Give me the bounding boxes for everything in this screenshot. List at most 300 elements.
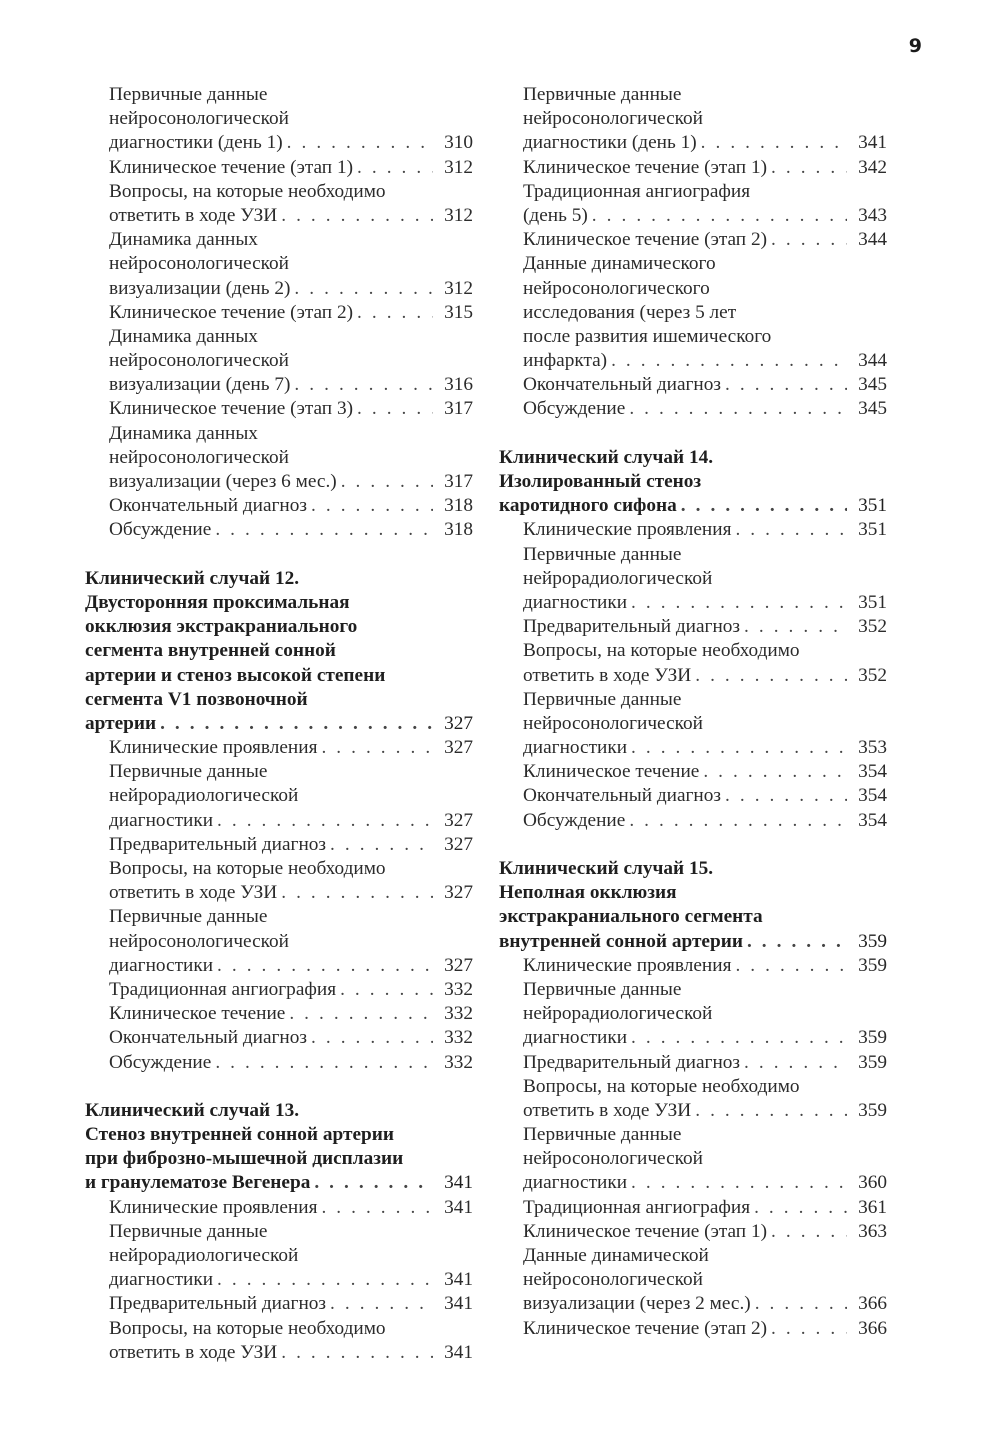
dot-leader bbox=[311, 494, 433, 518]
toc-page-number: 332 bbox=[444, 1003, 473, 1025]
toc-entry bbox=[499, 1123, 887, 1147]
toc-page-number: 332 bbox=[444, 1051, 473, 1073]
toc-page-number: 352 bbox=[858, 616, 887, 638]
toc-entry[interactable] bbox=[499, 397, 887, 421]
toc-entry[interactable] bbox=[499, 615, 887, 639]
toc-entry-title: диагностики bbox=[523, 1027, 628, 1049]
toc-entry bbox=[499, 252, 887, 276]
toc-page-number: 352 bbox=[858, 664, 887, 686]
toc-entry bbox=[499, 567, 887, 591]
dot-leader bbox=[771, 1220, 847, 1244]
dot-leader bbox=[321, 1196, 433, 1220]
toc-entry-title: Вопросы, на которые необходимо bbox=[523, 640, 800, 662]
dot-leader bbox=[744, 615, 847, 639]
toc-page-number: 354 bbox=[858, 785, 887, 807]
toc-entry bbox=[499, 978, 887, 1002]
toc-entry[interactable] bbox=[499, 809, 887, 833]
dot-leader bbox=[629, 397, 847, 421]
dot-leader bbox=[287, 131, 433, 155]
toc-entry-title: экстракраниального сегмента bbox=[499, 906, 763, 928]
toc-entry-title: нейросонологической bbox=[523, 1148, 703, 1170]
toc-entry-title: визуализации (день 7) bbox=[109, 374, 291, 396]
toc-entry bbox=[499, 1002, 887, 1026]
toc-entry[interactable] bbox=[499, 373, 887, 397]
dot-leader bbox=[744, 1051, 847, 1075]
toc-page-number: 359 bbox=[858, 1027, 887, 1049]
toc-heading-line bbox=[85, 615, 473, 639]
toc-page-number: 332 bbox=[444, 978, 473, 1000]
toc-entry bbox=[499, 1147, 887, 1171]
toc-entry-title: Первичные данные bbox=[109, 906, 268, 928]
toc-entry-title: Клинический случай 15. bbox=[499, 858, 714, 879]
toc-entry-title: Окончательный диагноз bbox=[523, 374, 722, 396]
toc-entry bbox=[85, 180, 473, 204]
toc-entry[interactable] bbox=[85, 397, 473, 421]
toc-entry bbox=[85, 857, 473, 881]
toc-entry[interactable] bbox=[85, 881, 473, 905]
toc-page-number: 341 bbox=[444, 1293, 473, 1315]
toc-entry-title: ответить в ходе УЗИ bbox=[109, 204, 278, 226]
toc-entry[interactable] bbox=[499, 1026, 887, 1050]
toc-entry-title: нейросонологического bbox=[523, 277, 710, 299]
toc-entry-title: Клинические проявления bbox=[523, 519, 732, 541]
toc-page-number: 315 bbox=[444, 301, 473, 323]
toc-entry-title: Динамика данных bbox=[109, 229, 258, 251]
toc-page-number: 312 bbox=[444, 204, 473, 226]
toc-entry-title: Окончательный диагноз bbox=[109, 495, 308, 517]
toc-page-number: 361 bbox=[858, 1196, 887, 1218]
toc-entry-title: Клиническое течение (этап 1) bbox=[523, 156, 768, 178]
toc-entry bbox=[499, 107, 887, 131]
toc-entry-title: Первичные данные bbox=[109, 1220, 268, 1242]
dot-leader bbox=[754, 1196, 847, 1220]
toc-entry-title: визуализации (через 2 мес.) bbox=[523, 1293, 751, 1315]
toc-entry[interactable] bbox=[85, 1196, 473, 1220]
dot-leader bbox=[340, 978, 433, 1002]
toc-entry-title: Традиционная ангиография bbox=[523, 180, 751, 202]
toc-entry-title: Окончательный диагноз bbox=[523, 785, 722, 807]
toc-entry-title: ответить в ходе УЗИ bbox=[523, 1099, 692, 1121]
dot-leader bbox=[755, 1292, 847, 1316]
toc-column-left bbox=[85, 83, 473, 1365]
dot-leader bbox=[357, 397, 433, 421]
toc-entry[interactable] bbox=[499, 954, 887, 978]
dot-leader bbox=[771, 228, 847, 252]
toc-entry bbox=[499, 1244, 887, 1268]
toc-entry-title: визуализации (через 6 мес.) bbox=[109, 471, 337, 492]
toc-entry-title: диагностики (день 1) bbox=[523, 132, 697, 154]
dot-leader bbox=[735, 518, 847, 542]
toc-page-number: 345 bbox=[858, 374, 887, 396]
dot-leader bbox=[631, 1171, 847, 1195]
toc-entry[interactable] bbox=[499, 1196, 887, 1220]
toc-page-number: 342 bbox=[858, 156, 887, 178]
toc-entry-title: нейросонологической bbox=[523, 108, 703, 130]
toc-heading-line bbox=[85, 639, 473, 663]
toc-entry[interactable] bbox=[85, 1026, 473, 1050]
toc-entry-title: Клиническое течение (этап 2) bbox=[523, 229, 768, 251]
dot-leader bbox=[747, 930, 847, 954]
dot-leader bbox=[217, 1268, 433, 1292]
toc-entry[interactable] bbox=[85, 131, 473, 155]
toc-entry[interactable] bbox=[85, 809, 473, 833]
toc-entry-title: Клинический случай 14. bbox=[499, 446, 714, 468]
toc-entry[interactable] bbox=[499, 1051, 887, 1075]
toc-heading-line bbox=[85, 1123, 473, 1147]
dot-leader bbox=[695, 1099, 847, 1123]
toc-heading-line[interactable] bbox=[499, 494, 887, 518]
toc-entry-title: окклюзия экстракраниального bbox=[85, 616, 358, 638]
toc-entry[interactable] bbox=[499, 1317, 887, 1341]
toc-page-number: 341 bbox=[444, 1172, 473, 1194]
toc-entry-title: ответить в ходе УЗИ bbox=[523, 664, 692, 686]
toc-page-number: 318 bbox=[444, 519, 473, 541]
dot-leader bbox=[592, 204, 847, 228]
dot-leader bbox=[771, 1317, 847, 1341]
toc-entry-title: визуализации (день 2) bbox=[109, 277, 291, 299]
toc-entry[interactable] bbox=[499, 1292, 887, 1316]
toc-heading-line bbox=[85, 664, 473, 688]
dot-leader bbox=[294, 277, 433, 301]
toc-entry-title: Стеноз внутренней сонной артерии bbox=[85, 1124, 394, 1146]
toc-entry[interactable] bbox=[499, 131, 887, 155]
toc-entry[interactable] bbox=[499, 591, 887, 615]
toc-page-number: 351 bbox=[858, 591, 887, 613]
toc-page-number: 341 bbox=[858, 132, 887, 154]
toc-entry-title: нейрорадиологической bbox=[523, 1003, 713, 1025]
toc-entry bbox=[85, 349, 473, 373]
toc-entry bbox=[85, 1244, 473, 1268]
toc-entry-title: Первичные данные bbox=[109, 761, 268, 783]
toc-entry-title: Обсуждение bbox=[109, 519, 212, 541]
toc-page-number: 344 bbox=[858, 229, 887, 251]
toc-entry[interactable] bbox=[85, 1002, 473, 1026]
toc-heading-line bbox=[499, 881, 887, 905]
toc-entry bbox=[499, 83, 887, 107]
toc-entry-title: Традиционная ангиография bbox=[109, 978, 337, 1000]
toc-entry bbox=[85, 325, 473, 349]
toc-entry-title: сегмента V1 позвоночной bbox=[85, 688, 308, 710]
toc-entry[interactable] bbox=[85, 518, 473, 542]
toc-entry-title: Двусторонняя проксимальная bbox=[85, 591, 350, 613]
toc-entry-title: Первичные данные bbox=[523, 978, 682, 1000]
toc-entry bbox=[85, 83, 473, 107]
toc-entry bbox=[499, 543, 887, 567]
toc-entry[interactable] bbox=[499, 784, 887, 808]
toc-heading-line bbox=[499, 857, 887, 881]
toc-entry[interactable] bbox=[85, 954, 473, 978]
dot-leader bbox=[631, 736, 847, 760]
toc-heading-line bbox=[85, 1099, 473, 1123]
dot-leader bbox=[701, 131, 847, 155]
toc-entry[interactable] bbox=[499, 156, 887, 180]
dot-leader bbox=[160, 712, 433, 736]
toc-entry-title: исследования (через 5 лет bbox=[523, 301, 737, 323]
toc-entry bbox=[499, 688, 887, 712]
toc-entry[interactable] bbox=[499, 736, 887, 760]
toc-page-number: 351 bbox=[858, 495, 887, 517]
toc-entry-title: Данные динамического bbox=[523, 253, 716, 275]
toc-entry bbox=[499, 639, 887, 663]
toc-entry[interactable] bbox=[85, 1268, 473, 1292]
toc-page-number: 359 bbox=[858, 1099, 887, 1121]
toc-page-number: 345 bbox=[858, 398, 887, 420]
toc-entry-title: Первичные данные bbox=[109, 84, 268, 105]
toc-page-number: 317 bbox=[444, 398, 473, 420]
toc-entry bbox=[85, 905, 473, 929]
toc-entry-title: нейрорадиологической bbox=[523, 567, 713, 589]
toc-entry-title: Вопросы, на которые необходимо bbox=[109, 180, 386, 202]
toc-entry-title: ответить в ходе УЗИ bbox=[109, 882, 278, 904]
toc-entry-title: Клинический случай 12. bbox=[85, 567, 300, 589]
toc-entry bbox=[499, 301, 887, 325]
toc-entry bbox=[499, 1075, 887, 1099]
toc-entry-title: Окончательный диагноз bbox=[109, 1027, 308, 1049]
toc-entry[interactable] bbox=[499, 1220, 887, 1244]
toc-page-number: 341 bbox=[444, 1269, 473, 1291]
toc-entry bbox=[85, 228, 473, 252]
dot-leader bbox=[330, 833, 433, 857]
toc-entry-title: Первичные данные bbox=[523, 688, 682, 710]
dot-leader bbox=[289, 1002, 433, 1026]
toc-entry-title: Клинические проявления bbox=[109, 737, 318, 759]
toc-entry-title: ответить в ходе УЗИ bbox=[109, 1341, 278, 1363]
toc-entry bbox=[85, 1220, 473, 1244]
section-gap bbox=[85, 543, 473, 567]
toc-entry-title: Обсуждение bbox=[523, 809, 626, 831]
toc-heading-line bbox=[85, 688, 473, 712]
toc-entry-title: нейросонологической bbox=[109, 446, 289, 468]
toc-page-number: 327 bbox=[444, 809, 473, 831]
dot-leader bbox=[321, 736, 433, 760]
dot-leader bbox=[341, 470, 433, 494]
dot-leader bbox=[314, 1171, 433, 1195]
toc-entry-title: нейрорадиологической bbox=[109, 1245, 299, 1266]
toc-entry-title: артерии bbox=[85, 712, 157, 734]
toc-entry-title: Клинические проявления bbox=[109, 1196, 318, 1218]
toc-entry[interactable] bbox=[499, 760, 887, 784]
toc-entry-title: Первичные данные bbox=[523, 84, 682, 105]
toc-page-number: 312 bbox=[444, 156, 473, 178]
toc-entry-title: после развития ишемического bbox=[523, 325, 772, 347]
toc-entry bbox=[85, 930, 473, 954]
dot-leader bbox=[631, 591, 847, 615]
toc-entry[interactable] bbox=[85, 204, 473, 228]
toc-entry[interactable] bbox=[85, 978, 473, 1002]
toc-entry-title: нейросонологической bbox=[523, 712, 703, 734]
toc-entry-title: Предварительный диагноз bbox=[523, 1051, 741, 1073]
dot-leader bbox=[735, 954, 847, 978]
toc-entry[interactable] bbox=[85, 1051, 473, 1075]
dot-leader bbox=[703, 760, 847, 784]
toc-entry-title: Клиническое течение (этап 1) bbox=[109, 156, 354, 178]
toc-entry-title: Клиническое течение (этап 1) bbox=[523, 1220, 768, 1242]
toc-page-number: 351 bbox=[858, 519, 887, 541]
toc-entry-title: и гранулематозе Вегенера bbox=[85, 1172, 311, 1194]
toc-page-number: 341 bbox=[444, 1196, 473, 1218]
toc-entry-title: диагностики (день 1) bbox=[109, 132, 283, 154]
section-gap bbox=[85, 1075, 473, 1099]
section-gap bbox=[499, 833, 887, 857]
dot-leader bbox=[294, 373, 433, 397]
toc-page-number: 327 bbox=[444, 833, 473, 855]
toc-page-number: 310 bbox=[444, 132, 473, 154]
toc-entry-title: Клиническое течение (этап 3) bbox=[109, 398, 354, 420]
toc-page-number: 341 bbox=[444, 1341, 473, 1363]
dot-leader bbox=[695, 664, 847, 688]
toc-entry[interactable] bbox=[499, 664, 887, 688]
toc-entry[interactable] bbox=[85, 301, 473, 325]
toc-page-number: 327 bbox=[444, 882, 473, 904]
toc-page-number: 327 bbox=[444, 737, 473, 759]
dot-leader bbox=[725, 784, 847, 808]
toc-page-number: 327 bbox=[444, 954, 473, 976]
toc-entry-title: Предварительный диагноз bbox=[109, 1293, 327, 1315]
toc-entry bbox=[85, 1317, 473, 1341]
toc-entry[interactable] bbox=[85, 736, 473, 760]
toc-page-number: 354 bbox=[858, 761, 887, 783]
toc-entry[interactable] bbox=[85, 277, 473, 301]
toc-page-number: 359 bbox=[858, 1051, 887, 1073]
toc-entry bbox=[499, 1268, 887, 1292]
toc-entry-title: Неполная окклюзия bbox=[499, 882, 677, 904]
dot-leader bbox=[215, 1051, 433, 1075]
toc-entry bbox=[85, 784, 473, 808]
dot-leader bbox=[311, 1026, 433, 1050]
toc-entry-title: диагностики bbox=[109, 809, 214, 831]
toc-entry-title: Первичные данные bbox=[523, 1124, 682, 1146]
toc-heading-line bbox=[499, 470, 887, 494]
toc-page-number: 354 bbox=[858, 809, 887, 831]
toc-page-number: 343 bbox=[858, 204, 887, 226]
toc-entry-title: Клинические проявления bbox=[523, 954, 732, 976]
toc-heading-line bbox=[85, 1147, 473, 1171]
toc-page-number: 332 bbox=[444, 1027, 473, 1049]
dot-leader bbox=[771, 156, 847, 180]
toc-column-right bbox=[499, 83, 887, 1341]
toc-entry-title: диагностики bbox=[109, 1269, 214, 1291]
toc-entry[interactable] bbox=[499, 349, 887, 373]
toc-entry-title: (день 5) bbox=[523, 204, 588, 226]
dot-leader bbox=[357, 301, 433, 325]
toc-entry bbox=[499, 277, 887, 301]
dot-leader bbox=[217, 954, 433, 978]
toc-entry-title: инфаркта) bbox=[523, 350, 608, 372]
toc-entry[interactable] bbox=[85, 1341, 473, 1365]
toc-entry-title: Клиническое течение (этап 2) bbox=[523, 1317, 768, 1339]
toc-entry-title: диагностики bbox=[523, 1172, 628, 1194]
toc-page-number: 318 bbox=[444, 495, 473, 517]
toc-heading-line[interactable] bbox=[85, 712, 473, 736]
toc-entry-title: диагностики bbox=[523, 737, 628, 759]
toc-entry[interactable] bbox=[499, 204, 887, 228]
toc-entry[interactable] bbox=[85, 494, 473, 518]
toc-entry[interactable] bbox=[499, 228, 887, 252]
toc-entry-title: Клиническое течение (этап 2) bbox=[109, 301, 354, 323]
dot-leader bbox=[681, 494, 847, 518]
toc-page-number: 360 bbox=[858, 1172, 887, 1194]
toc-entry[interactable] bbox=[499, 1099, 887, 1123]
toc-entry[interactable] bbox=[85, 1292, 473, 1316]
toc-heading-line bbox=[85, 591, 473, 615]
dot-leader bbox=[217, 809, 433, 833]
toc-page-number: 363 bbox=[858, 1220, 887, 1242]
toc-entry bbox=[85, 422, 473, 446]
dot-leader bbox=[357, 156, 433, 180]
toc-page-number: 312 bbox=[444, 277, 473, 299]
toc-heading-line bbox=[499, 446, 887, 470]
dot-leader bbox=[330, 1292, 433, 1316]
toc-entry-title: Предварительный диагноз bbox=[109, 833, 327, 855]
toc-entry[interactable] bbox=[85, 373, 473, 397]
toc-page-number: 327 bbox=[444, 712, 473, 734]
toc-heading-line[interactable] bbox=[499, 930, 887, 954]
toc-entry-title: диагностики bbox=[523, 591, 628, 613]
section-gap bbox=[499, 422, 887, 446]
dot-leader bbox=[611, 349, 847, 373]
dot-leader bbox=[281, 204, 433, 228]
dot-leader bbox=[629, 809, 847, 833]
toc-entry-title: нейросонологической bbox=[109, 350, 289, 372]
toc-entry[interactable] bbox=[85, 470, 473, 494]
toc-entry-title: Первичные данные bbox=[523, 543, 682, 565]
toc-entry-title: каротидного сифона bbox=[499, 495, 677, 517]
toc-page-number: 344 bbox=[858, 350, 887, 372]
dot-leader bbox=[215, 518, 433, 542]
toc-entry-title: Вопросы, на которые необходимо bbox=[523, 1075, 800, 1097]
toc-entry-title: внутренней сонной артерии bbox=[499, 930, 743, 952]
toc-heading-line[interactable] bbox=[85, 1171, 473, 1195]
toc-entry-title: Обсуждение bbox=[523, 398, 626, 420]
toc-entry-title: сегмента внутренней сонной bbox=[85, 640, 336, 662]
toc-entry-title: нейросонологической bbox=[109, 108, 289, 130]
toc-entry bbox=[85, 446, 473, 470]
toc-entry[interactable] bbox=[85, 156, 473, 180]
toc-page-number: 359 bbox=[858, 954, 887, 976]
toc-entry-title: Предварительный диагноз bbox=[523, 616, 741, 638]
toc-entry-title: Клиническое течение bbox=[523, 761, 700, 783]
toc-entry-title: нейросонологической bbox=[109, 930, 289, 952]
toc-entry bbox=[499, 180, 887, 204]
toc-entry-title: Динамика данных bbox=[109, 422, 258, 444]
toc-entry-title: Вопросы, на которые необходимо bbox=[109, 858, 386, 879]
dot-leader bbox=[725, 373, 847, 397]
toc-entry-title: Клинический случай 13. bbox=[85, 1099, 300, 1121]
toc-entry[interactable] bbox=[499, 518, 887, 542]
toc-heading-line bbox=[85, 567, 473, 591]
toc-entry-title: Традиционная ангиография bbox=[523, 1196, 751, 1218]
toc-entry-title: при фиброзно-мышечной дисплазии bbox=[85, 1148, 404, 1170]
toc-entry-title: нейросонологической bbox=[523, 1269, 703, 1291]
toc-entry-title: диагностики bbox=[109, 954, 214, 976]
toc-entry[interactable] bbox=[85, 833, 473, 857]
toc-page-number: 353 bbox=[858, 737, 887, 759]
toc-heading-line bbox=[499, 905, 887, 929]
page-number: 9 bbox=[908, 35, 922, 57]
toc-entry[interactable] bbox=[499, 1171, 887, 1195]
toc-entry-title: Клиническое течение bbox=[109, 1003, 286, 1025]
toc-page-number: 366 bbox=[858, 1293, 887, 1315]
toc-entry bbox=[499, 712, 887, 736]
toc-entry-title: нейрорадиологической bbox=[109, 785, 299, 807]
toc-page-number: 317 bbox=[444, 471, 473, 492]
dot-leader bbox=[631, 1026, 847, 1050]
toc-page-number: 359 bbox=[858, 930, 887, 952]
dot-leader bbox=[281, 881, 433, 905]
toc-entry bbox=[85, 107, 473, 131]
dot-leader bbox=[281, 1341, 433, 1365]
toc-page-number: 366 bbox=[858, 1317, 887, 1339]
